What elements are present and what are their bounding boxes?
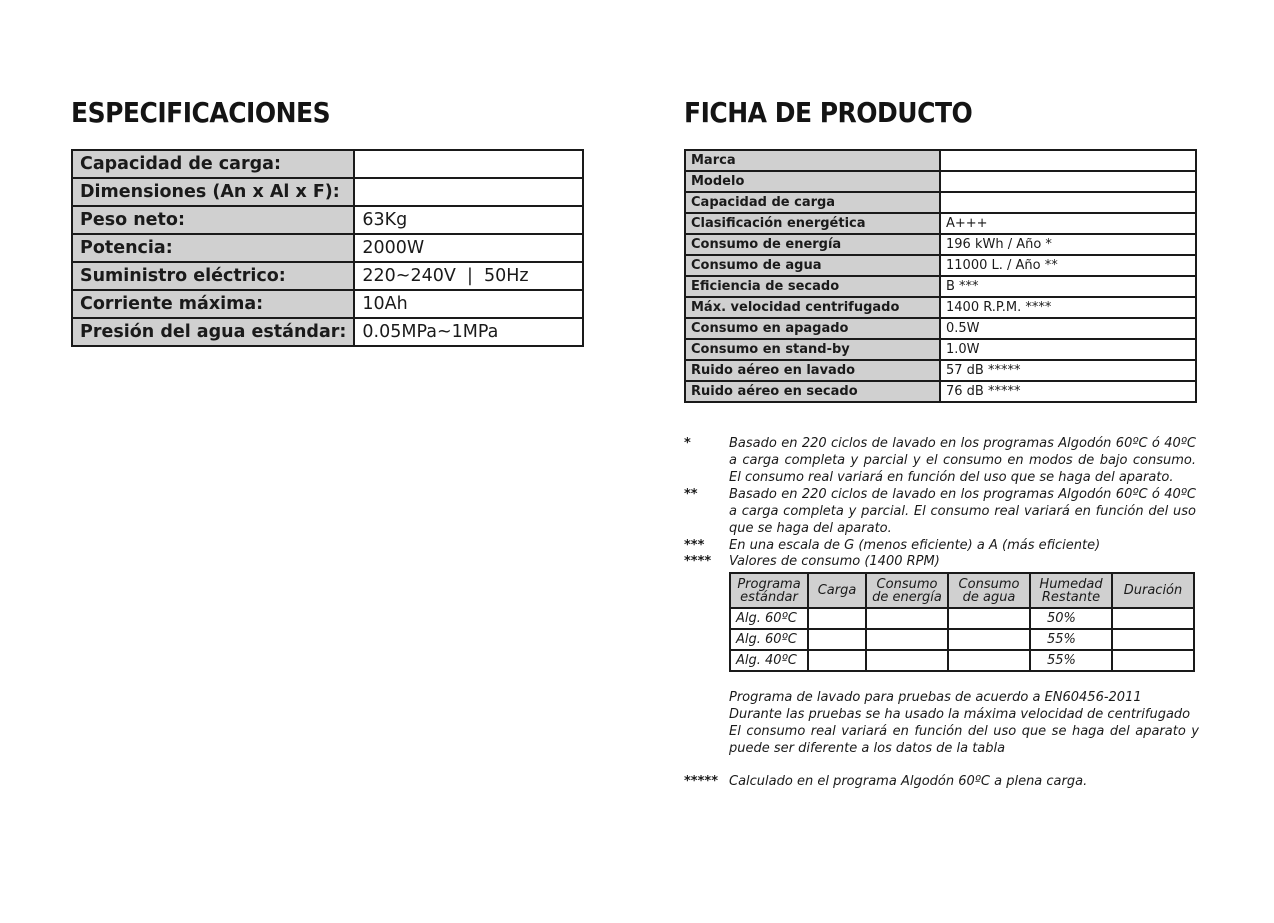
- table-row: [685, 192, 1196, 213]
- product-label: Consumo en stand-by: [685, 339, 940, 360]
- spec-value: 0.05MPa~1MPa: [354, 318, 583, 346]
- product-value: 1400 R.P.M. ****: [940, 297, 1196, 318]
- product-label: Clasificación energética: [685, 213, 940, 234]
- product-label: Consumo de agua: [685, 255, 940, 276]
- column-header: Consumo de agua: [948, 573, 1030, 608]
- product-value: A+++: [940, 213, 1196, 234]
- column-header: Duración: [1112, 573, 1194, 608]
- table-row: [730, 650, 1194, 671]
- spec-label: Capacidad de carga:: [72, 150, 354, 178]
- table-row: [72, 150, 583, 178]
- consumption-table: [729, 572, 1195, 672]
- product-value: B ***: [940, 276, 1196, 297]
- table-cell: [866, 608, 948, 629]
- spec-label: Peso neto:: [72, 206, 354, 234]
- table-row: [730, 608, 1194, 629]
- table-cell: [808, 608, 866, 629]
- table-row: [72, 206, 583, 234]
- spec-label: Corriente máxima:: [72, 290, 354, 318]
- product-value: 1.0W: [940, 339, 1196, 360]
- footnote-mark: ****: [684, 554, 712, 569]
- spec-label: Dimensiones (An x Al x F):: [72, 178, 354, 206]
- spec-value: [354, 150, 583, 178]
- product-value: 11000 L. / Año **: [940, 255, 1196, 276]
- table-cell: Alg. 60ºC: [730, 608, 808, 629]
- footnote-text: En una escala de G (menos eficiente) a A (más eficiente): [729, 538, 1101, 553]
- footnote: [684, 435, 1196, 486]
- product-value: [940, 171, 1196, 192]
- table-cell: [866, 629, 948, 650]
- table-row: [685, 381, 1196, 402]
- table-row: [685, 150, 1196, 171]
- table-cell: [808, 650, 866, 671]
- footnote-mark: ***: [684, 538, 705, 553]
- table-cell: [1112, 629, 1194, 650]
- table-row: [72, 178, 583, 206]
- spec-label: Suministro eléctrico:: [72, 262, 354, 290]
- table-row: [72, 318, 583, 346]
- product-value: 76 dB *****: [940, 381, 1196, 402]
- footnote-text: Valores de consumo (1400 RPM): [729, 554, 940, 569]
- product-label: Consumo en apagado: [685, 318, 940, 339]
- table-cell: [866, 650, 948, 671]
- spec-value: [354, 178, 583, 206]
- product-value: [940, 192, 1196, 213]
- footnote: [684, 553, 1196, 570]
- product-value: 57 dB *****: [940, 360, 1196, 381]
- footnote-mark: **: [684, 487, 698, 502]
- spec-value: 220~240V | 50Hz: [354, 262, 583, 290]
- spec-value: 2000W: [354, 234, 583, 262]
- test-note: Programa de lavado para pruebas de acuerdo a EN60456-2011: [729, 690, 1142, 705]
- footnote-text: Calculado en el programa Algodón 60ºC a plena carga.: [729, 774, 1088, 789]
- table-row: [685, 234, 1196, 255]
- table-cell: 50%: [1030, 608, 1112, 629]
- column-header: Programa estándar: [730, 573, 808, 608]
- product-label: Capacidad de carga: [685, 192, 940, 213]
- specifications-heading: ESPECIFICACIONES: [71, 96, 331, 129]
- product-label: Marca: [685, 150, 940, 171]
- product-label: Ruido aéreo en lavado: [685, 360, 940, 381]
- table-cell: 55%: [1030, 650, 1112, 671]
- specifications-table: [71, 149, 584, 347]
- table-cell: [948, 608, 1030, 629]
- table-row: [72, 290, 583, 318]
- table-cell: [1112, 608, 1194, 629]
- test-note: Durante las pruebas se ha usado la máxima velocidad de centrifugado: [729, 707, 1191, 722]
- footnote-mark: *****: [684, 774, 718, 789]
- table-cell: [1112, 650, 1194, 671]
- spec-value: 63Kg: [354, 206, 583, 234]
- table-row: [685, 360, 1196, 381]
- footnote-text: Basado en 220 ciclos de lavado en los programas Algodón 60ºC ó 40ºC a carga completa y parcial y el consumo en modos de bajo consumo. El consumo real variará en función del uso que se haga del aparato.: [729, 436, 1196, 485]
- product-label: Eficiencia de secado: [685, 276, 940, 297]
- table-row: [72, 262, 583, 290]
- table-cell: 55%: [1030, 629, 1112, 650]
- product-label: Modelo: [685, 171, 940, 192]
- footnote: [684, 537, 1196, 554]
- table-row: [685, 339, 1196, 360]
- table-cell: [808, 629, 866, 650]
- table-cell: [948, 650, 1030, 671]
- product-value: [940, 150, 1196, 171]
- product-label: Ruido aéreo en secado: [685, 381, 940, 402]
- product-sheet-heading: FICHA DE PRODUCTO: [684, 96, 973, 129]
- spec-label: Potencia:: [72, 234, 354, 262]
- product-label: Máx. velocidad centrifugado: [685, 297, 940, 318]
- table-row: [685, 171, 1196, 192]
- footnote: [684, 486, 1196, 537]
- column-header: Humedad Restante: [1030, 573, 1112, 608]
- table-row: [685, 318, 1196, 339]
- table-header-row: [730, 573, 1194, 608]
- table-cell: [948, 629, 1030, 650]
- table-row: [685, 297, 1196, 318]
- footnote: [684, 773, 1196, 790]
- table-row: [72, 234, 583, 262]
- product-label: Consumo de energía: [685, 234, 940, 255]
- product-value: 0.5W: [940, 318, 1196, 339]
- table-row: [685, 213, 1196, 234]
- table-cell: Alg. 60ºC: [730, 629, 808, 650]
- footnote-mark: *: [684, 436, 691, 451]
- table-row: [685, 255, 1196, 276]
- product-value: 196 kWh / Año *: [940, 234, 1196, 255]
- product-sheet-table: [684, 149, 1197, 403]
- column-header: Carga: [808, 573, 866, 608]
- table-row: [685, 276, 1196, 297]
- table-cell: Alg. 40ºC: [730, 650, 808, 671]
- table-row: [730, 629, 1194, 650]
- test-note: El consumo real variará en función del uso que se haga del aparato y puede ser diferente a los datos de la tabla: [729, 724, 1199, 756]
- footnote-text: Basado en 220 ciclos de lavado en los programas Algodón 60ºC ó 40ºC a carga completa y parcial. El consumo real variará en función del uso que se haga del aparato.: [729, 487, 1196, 536]
- spec-label: Presión del agua estándar:: [72, 318, 354, 346]
- column-header: Consumo de energía: [866, 573, 948, 608]
- spec-value: 10Ah: [354, 290, 583, 318]
